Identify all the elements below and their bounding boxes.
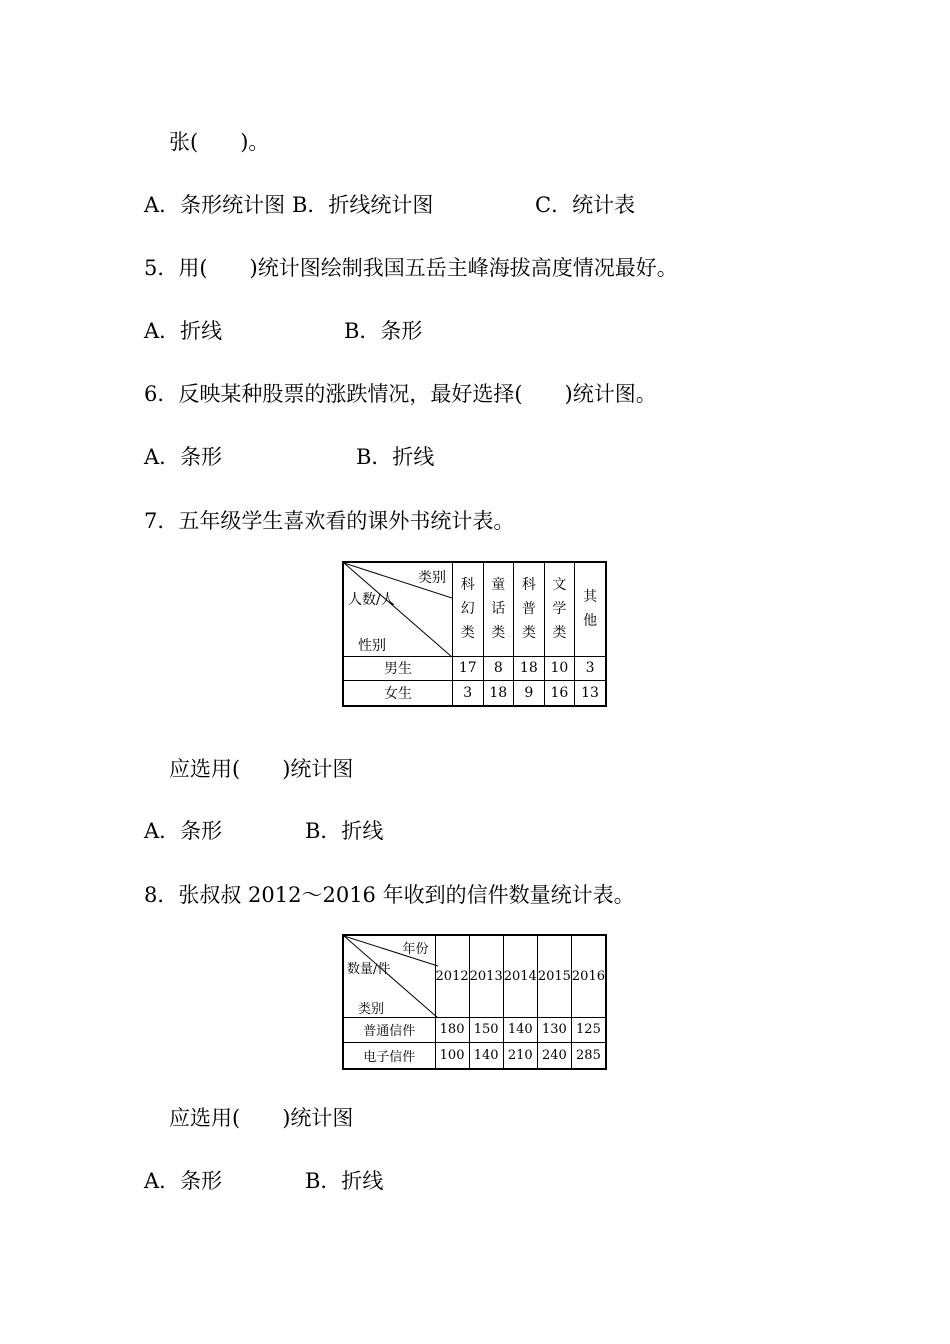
header-category: 类别 [418, 570, 446, 586]
question-text: 张( )。 [169, 130, 270, 154]
column-header: 科普类 [514, 562, 545, 656]
table-cell: 180 [435, 1017, 469, 1043]
table-cell: 17 [453, 656, 484, 681]
q8-option-b: B．折线 [305, 1169, 384, 1193]
row-label: 普通信件 [343, 1017, 435, 1043]
column-header: 科幻类 [453, 562, 484, 656]
letters-table [342, 934, 607, 1070]
q5-option-b: B．条形 [344, 319, 423, 343]
table-cell: 3 [575, 656, 606, 681]
q8-answer-prompt: 应选用( )统计图 [169, 1106, 354, 1130]
row-label: 女生 [343, 681, 453, 706]
table-cell: 18 [514, 656, 545, 681]
question-7: 7．五年级学生喜欢看的课外书统计表。 [144, 509, 515, 533]
table-diagonal-header [343, 562, 453, 656]
table-row [343, 1043, 606, 1069]
column-header: 2014 [503, 935, 537, 1017]
table-cell: 16 [544, 681, 575, 706]
table-cell: 13 [575, 681, 606, 706]
q8-option-a: A．条形 [144, 1169, 223, 1193]
table-cell: 240 [537, 1043, 571, 1069]
header-type: 类别 [358, 1002, 385, 1017]
table-cell: 150 [469, 1017, 503, 1043]
table-cell: 8 [483, 656, 514, 681]
table-cell: 285 [571, 1043, 606, 1069]
column-header: 2015 [537, 935, 571, 1017]
q7-answer-prompt: 应选用( )统计图 [169, 757, 354, 781]
books-table [342, 561, 607, 707]
header-gender: 性别 [358, 638, 386, 654]
table-cell: 125 [571, 1017, 606, 1043]
q5-option-a: A．折线 [144, 319, 223, 343]
q7-option-a: A．条形 [144, 819, 223, 843]
question-5: 5．用( )统计图绘制我国五岳主峰海拔高度情况最好。 [144, 256, 678, 280]
table-row [343, 681, 606, 706]
table-row [343, 1017, 606, 1043]
column-header: 文学类 [544, 562, 575, 656]
row-label: 男生 [343, 656, 453, 681]
column-header: 2012 [435, 935, 469, 1017]
table-cell: 130 [537, 1017, 571, 1043]
header-count: 人数/人 [348, 592, 395, 608]
table-diagonal-header [343, 935, 435, 1017]
q7-option-b: B．折线 [305, 819, 384, 843]
column-header: 2013 [469, 935, 503, 1017]
q6-option-a: A．条形 [144, 445, 223, 469]
table-cell: 210 [503, 1043, 537, 1069]
row-label: 电子信件 [343, 1043, 435, 1069]
option-a: A．条形统计图 [144, 193, 286, 217]
question-8: 8．张叔叔 2012～2016 年收到的信件数量统计表。 [144, 883, 635, 907]
option-b: B．折线统计图 [292, 193, 434, 217]
q6-option-b: B．折线 [356, 445, 435, 469]
table-cell: 10 [544, 656, 575, 681]
option-c: C．统计表 [535, 193, 636, 217]
column-header: 其他 [575, 562, 606, 656]
table-cell: 18 [483, 681, 514, 706]
table-cell: 9 [514, 681, 545, 706]
table-cell: 100 [435, 1043, 469, 1069]
question-6: 6．反映某种股票的涨跌情况，最好选择( )统计图。 [144, 382, 657, 406]
column-header: 童话类 [483, 562, 514, 656]
table-cell: 3 [453, 681, 484, 706]
column-header: 2016 [571, 935, 606, 1017]
table-cell: 140 [503, 1017, 537, 1043]
table-row [343, 656, 606, 681]
header-count: 数量/件 [347, 962, 391, 977]
header-year: 年份 [402, 942, 429, 957]
table-cell: 140 [469, 1043, 503, 1069]
